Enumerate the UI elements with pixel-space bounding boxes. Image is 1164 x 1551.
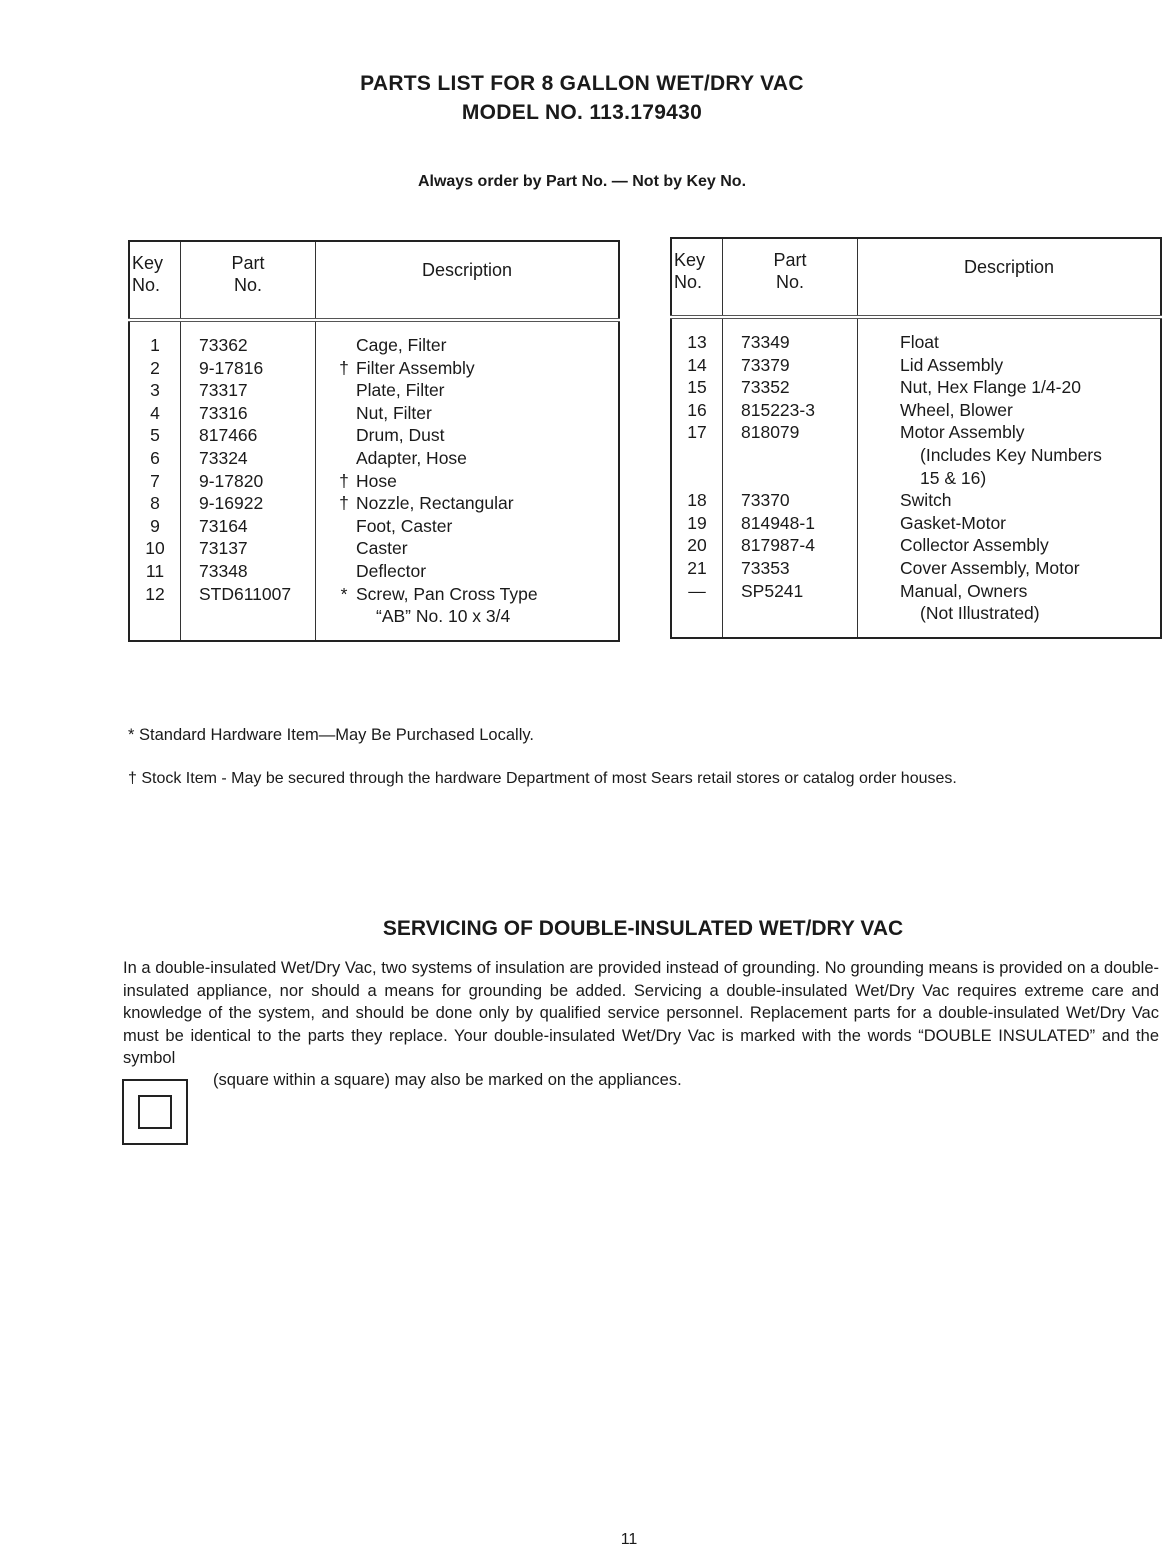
description-text: Caster [356,538,408,559]
table-row [671,602,1161,638]
part-description [858,489,1162,512]
item-mark: † [339,470,349,491]
part-number: 73324 [181,447,316,470]
parts-table-left [128,240,620,642]
part-number: 818079 [723,421,858,444]
table-row [129,492,619,515]
part-number: 73379 [723,354,858,377]
key-number: 5 [129,424,181,447]
part-description [858,467,1162,490]
description-header: Description [316,241,620,320]
table-row [129,470,619,493]
description-text: Manual, Owners [900,580,1028,601]
part-description [858,580,1162,603]
part-number: 73349 [723,317,858,354]
description-text: Screw, Pan Cross Type [356,583,538,604]
description-text: Motor Assembly [900,422,1025,443]
part-description [316,537,620,560]
part-description [316,583,620,606]
table-row [129,402,619,425]
page-number: 11 [620,1531,638,1548]
key-no-header: Key No. [129,241,181,320]
part-description [316,320,620,357]
part-number: 73370 [723,489,858,512]
description-text: Cover Assembly, Motor [900,557,1080,578]
key-number [671,444,723,467]
description-text: Plate, Filter [356,380,445,401]
order-instruction: Always order by Part No. — Not by Key No. [417,173,747,190]
part-description [858,512,1162,535]
table-row [671,421,1161,444]
description-text: “AB” No. 10 x 3/4 [376,606,511,627]
table-row [671,354,1161,377]
description-text: Hose [356,470,397,491]
part-description [316,379,620,402]
table-row [671,376,1161,399]
part-number: 73317 [181,379,316,402]
parts-table-right [670,237,1162,639]
description-header: Description [858,238,1162,317]
key-number: 11 [129,560,181,583]
part-number [723,467,858,490]
key-number [129,605,181,641]
part-number: 9-17820 [181,470,316,493]
table-row [671,557,1161,580]
table-row [671,399,1161,422]
part-description [858,444,1162,467]
description-text: Deflector [356,560,427,581]
part-description [858,534,1162,557]
table-row [671,489,1161,512]
part-description [858,399,1162,422]
part-number: 814948-1 [723,512,858,535]
stock-item-note: † Stock Item - May be secured through the hardware Department of most Sears retail stores or catalog order houses. [128,770,957,787]
part-number: 817466 [181,424,316,447]
key-number: 4 [129,402,181,425]
part-number: 73316 [181,402,316,425]
key-number: 9 [129,515,181,538]
table-row [129,357,619,380]
key-number: 20 [671,534,723,557]
part-description [316,447,620,470]
description-text: Switch [900,490,952,511]
description-text: Lid Assembly [900,354,1004,375]
table-row [671,444,1161,467]
part-description [858,376,1162,399]
key-number: 8 [129,492,181,515]
key-number: 10 [129,537,181,560]
part-number: 73137 [181,537,316,560]
part-description [858,354,1162,377]
table-row [129,515,619,538]
part-description [316,402,620,425]
description-text: Float [900,332,939,352]
table-row [671,512,1161,535]
key-number: 13 [671,317,723,354]
description-text: Gasket-Motor [900,512,1006,533]
key-number: 1 [129,320,181,357]
table-row [129,320,619,357]
table-row [671,534,1161,557]
description-text: 15 & 16) [920,467,987,488]
description-text: Nozzle, Rectangular [356,493,514,514]
part-description [316,424,620,447]
key-number: 2 [129,357,181,380]
table-row [671,317,1161,354]
double-insulated-symbol-icon [122,1079,188,1145]
part-number [723,602,858,638]
key-number: 18 [671,489,723,512]
table-row [129,379,619,402]
part-description [316,470,620,493]
table-row [129,583,619,606]
key-number: 16 [671,399,723,422]
part-number [181,605,316,641]
part-number: 73352 [723,376,858,399]
key-number: 17 [671,421,723,444]
key-number: 6 [129,447,181,470]
key-number: 15 [671,376,723,399]
part-description [858,602,1162,638]
description-text: Drum, Dust [356,425,445,446]
table-row [129,605,619,641]
part-number: SP5241 [723,580,858,603]
key-number: 7 [129,470,181,493]
item-mark: † [339,493,349,514]
table-row [671,580,1161,603]
description-text: (Not Illustrated) [920,603,1040,624]
servicing-paragraph: In a double-insulated Wet/Dry Vac, two systems of insulation are provided instead of grounding. No grounding means is provided on a double-insulated appliance, nor should a means for grounding be added. Servicing a double-insulated Wet/Dry Vac requires extreme care and knowledge of the system, and should be done only by qualified service personnel. Replacement parts for a double-insulated Wet/Dry Vac must be identical to the parts they replace. Your double-insulated Wet/Dry Vac is marked with the words “DOUBLE INSULATED” and the symbol [123,959,1159,1068]
part-description [316,357,620,380]
part-number: 815223-3 [723,399,858,422]
part-number: 817987-4 [723,534,858,557]
table-row [129,447,619,470]
servicing-title: SERVICING OF DOUBLE-INSULATED WET/DRY VAC [382,917,904,940]
table-row [129,537,619,560]
item-mark: * [340,583,348,604]
model-number: MODEL NO. 113.179430 [461,101,703,124]
servicing-paragraph-end: (square within a square) may also be marked on the appliances. [213,1071,682,1089]
part-number: 73164 [181,515,316,538]
description-text: Adapter, Hose [356,447,467,468]
part-no-header: Part No. [181,241,316,320]
description-text: Filter Assembly [356,357,475,378]
table-row [129,424,619,447]
description-text: Cage, Filter [356,335,447,355]
key-number: 19 [671,512,723,535]
part-number: STD611007 [181,583,316,606]
page-title: PARTS LIST FOR 8 GALLON WET/DRY VAC [360,72,804,95]
table-row [671,467,1161,490]
part-no-header: Part No. [723,238,858,317]
description-text: Collector Assembly [900,535,1049,556]
key-number: 3 [129,379,181,402]
inner-square-icon [138,1095,172,1129]
description-text: Nut, Filter [356,402,432,423]
part-description [316,492,620,515]
key-number [671,467,723,490]
standard-hardware-note: * Standard Hardware Item—May Be Purchased Locally. [128,726,534,744]
item-mark: † [339,357,349,378]
part-number [723,444,858,467]
part-description [858,317,1162,354]
key-number: 12 [129,583,181,606]
description-text: Foot, Caster [356,515,453,536]
part-description [316,515,620,538]
key-number [671,602,723,638]
part-description [316,605,620,641]
description-text: (Includes Key Numbers [920,444,1102,465]
key-no-header: Key No. [671,238,723,317]
part-number: 73362 [181,320,316,357]
part-number: 9-16922 [181,492,316,515]
key-number: — [671,580,723,603]
table-row [129,560,619,583]
part-description [858,421,1162,444]
key-number: 21 [671,557,723,580]
part-description [858,557,1162,580]
part-description [316,560,620,583]
description-text: Wheel, Blower [900,399,1013,420]
key-number: 14 [671,354,723,377]
description-text: Nut, Hex Flange 1/4-20 [900,377,1081,398]
part-number: 9-17816 [181,357,316,380]
part-number: 73353 [723,557,858,580]
part-number: 73348 [181,560,316,583]
